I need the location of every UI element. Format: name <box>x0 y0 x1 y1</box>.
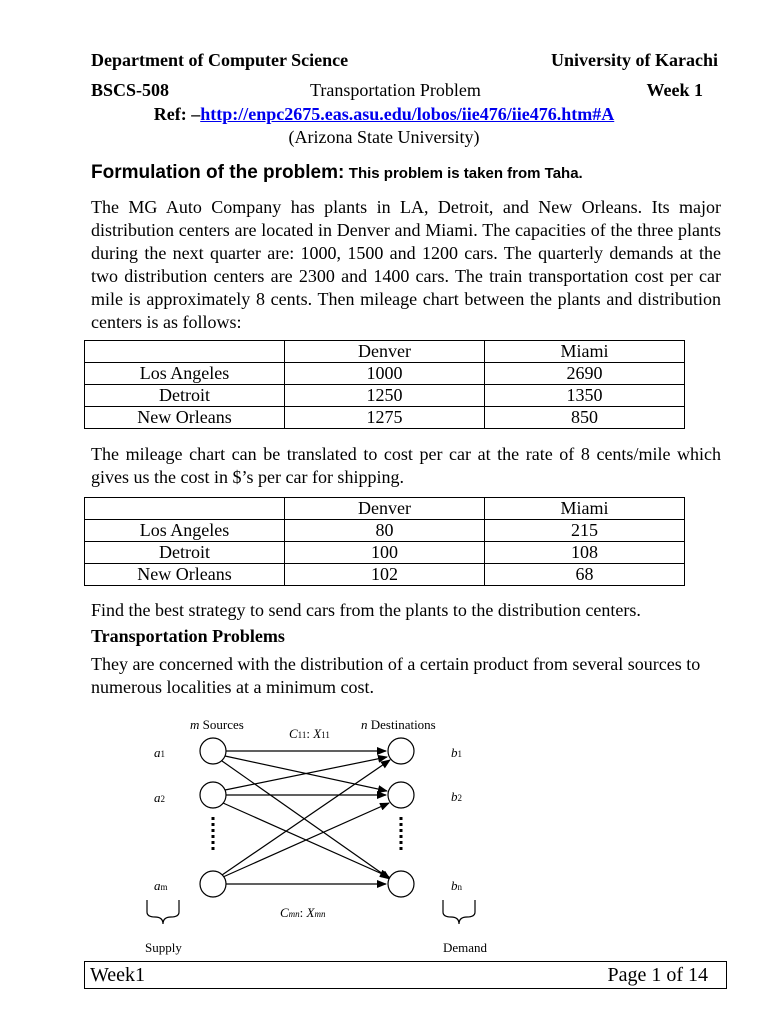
demand-b2-label: b2 <box>451 789 462 804</box>
table-cell: 1275 <box>285 407 485 429</box>
arc-s1-dn <box>222 761 390 879</box>
table-row <box>85 407 685 429</box>
table-cell: New Orleans <box>85 564 285 586</box>
supply-a1-label: a1 <box>154 745 165 760</box>
demand-label: Demand <box>443 940 488 955</box>
table-header-cell: Denver <box>285 498 485 520</box>
course-code: BSCS-508 <box>91 80 170 100</box>
reference-label: Ref: – <box>153 104 201 124</box>
table-cell <box>85 341 285 363</box>
table-cell: 1250 <box>285 385 485 407</box>
table-cell: Los Angeles <box>85 363 285 385</box>
destination-node-2 <box>388 782 414 808</box>
table-cell: 108 <box>485 542 685 564</box>
intro-paragraph: The MG Auto Company has plants in LA, Detroit, and New Orleans. Its major distribution centers are located in Denver and Miami. The capacities of the three plants during the next quarter are: 1000, 1500 and 1200 cars. The quarterly demands at the two distribution centers are 2300 and 1400 cars. The train transportation cost per car mile is approximately 8 cents. Then mileage chart between the plants and distribution centers is as follows: <box>91 197 721 332</box>
source-node-2 <box>200 782 226 808</box>
mileage-table <box>84 340 685 429</box>
transportation-network-diagram <box>140 710 500 960</box>
table-cell: 1350 <box>485 385 685 407</box>
table-cell: 1000 <box>285 363 485 385</box>
supply-brace-icon <box>147 900 179 924</box>
reference-source: (Arizona State University) <box>288 127 480 147</box>
cost-table <box>84 497 685 586</box>
arc-s2-d1 <box>225 757 387 790</box>
page-footer <box>84 961 727 989</box>
table-cell: 2690 <box>485 363 685 385</box>
demand-bn-label: bn <box>451 878 462 893</box>
department-name: Department of Computer Science <box>91 50 349 70</box>
section-title-main: Formulation of the problem: <box>91 162 345 183</box>
demand-b1-label: b1 <box>451 745 462 760</box>
demand-brace-icon <box>443 900 475 924</box>
table-cell: 100 <box>285 542 485 564</box>
arc-sm-d1 <box>222 760 390 875</box>
supply-a2-label: a2 <box>154 790 165 805</box>
table-cell: Detroit <box>85 385 285 407</box>
table-row <box>85 564 685 586</box>
table-header-cell: Miami <box>485 498 685 520</box>
week-label: Week 1 <box>646 80 703 100</box>
table-cell: Detroit <box>85 542 285 564</box>
table-header-row <box>85 498 685 520</box>
table-header-cell: Denver <box>285 341 485 363</box>
find-strategy-paragraph: Find the best strategy to send cars from the plants to the distribution centers. <box>91 600 641 620</box>
table-row <box>85 363 685 385</box>
destination-node-1 <box>388 738 414 764</box>
table-cell: Los Angeles <box>85 520 285 542</box>
supply-am-label: am <box>154 878 168 893</box>
table-cell: 215 <box>485 520 685 542</box>
table-cell: New Orleans <box>85 407 285 429</box>
bottom-cost-label: Cmn: Xmn <box>280 905 326 920</box>
table-header-cell: Miami <box>485 341 685 363</box>
university-name: University of Karachi <box>551 50 718 70</box>
footer-week: Week1 <box>90 964 146 986</box>
supply-label: Supply <box>145 940 182 955</box>
table-cell <box>85 498 285 520</box>
cost-intro-paragraph: The mileage chart can be translated to cost per car at the rate of 8 cents/mile which gives us the cost in $’s per car for shipping. <box>91 444 721 487</box>
topic-title: Transportation Problem <box>310 80 481 100</box>
section-title-note: This problem is taken from Taha. <box>348 165 583 182</box>
sources-header: m Sources <box>190 717 244 732</box>
top-cost-label: C11: X11 <box>289 726 330 741</box>
destinations-header: n Destinations <box>361 717 436 732</box>
transportation-description: They are concerned with the distribution of a certain product from several sources to numerous localities at a minimum cost. <box>91 654 701 697</box>
section-title <box>91 162 583 184</box>
table-cell: 850 <box>485 407 685 429</box>
table-row <box>85 385 685 407</box>
source-node-1 <box>200 738 226 764</box>
table-cell: 80 <box>285 520 485 542</box>
table-row <box>85 542 685 564</box>
table-cell: 102 <box>285 564 485 586</box>
footer-page-number: Page 1 of 14 <box>607 964 708 986</box>
table-cell: 68 <box>485 564 685 586</box>
reference-link[interactable]: http://enpc2675.eas.asu.edu/lobos/iie476/iie476.htm#A <box>200 104 615 124</box>
source-node-m <box>200 871 226 897</box>
destination-node-n <box>388 871 414 897</box>
table-row <box>85 520 685 542</box>
table-header-row <box>85 341 685 363</box>
transportation-heading: Transportation Problems <box>91 626 285 646</box>
reference-line <box>0 104 768 125</box>
